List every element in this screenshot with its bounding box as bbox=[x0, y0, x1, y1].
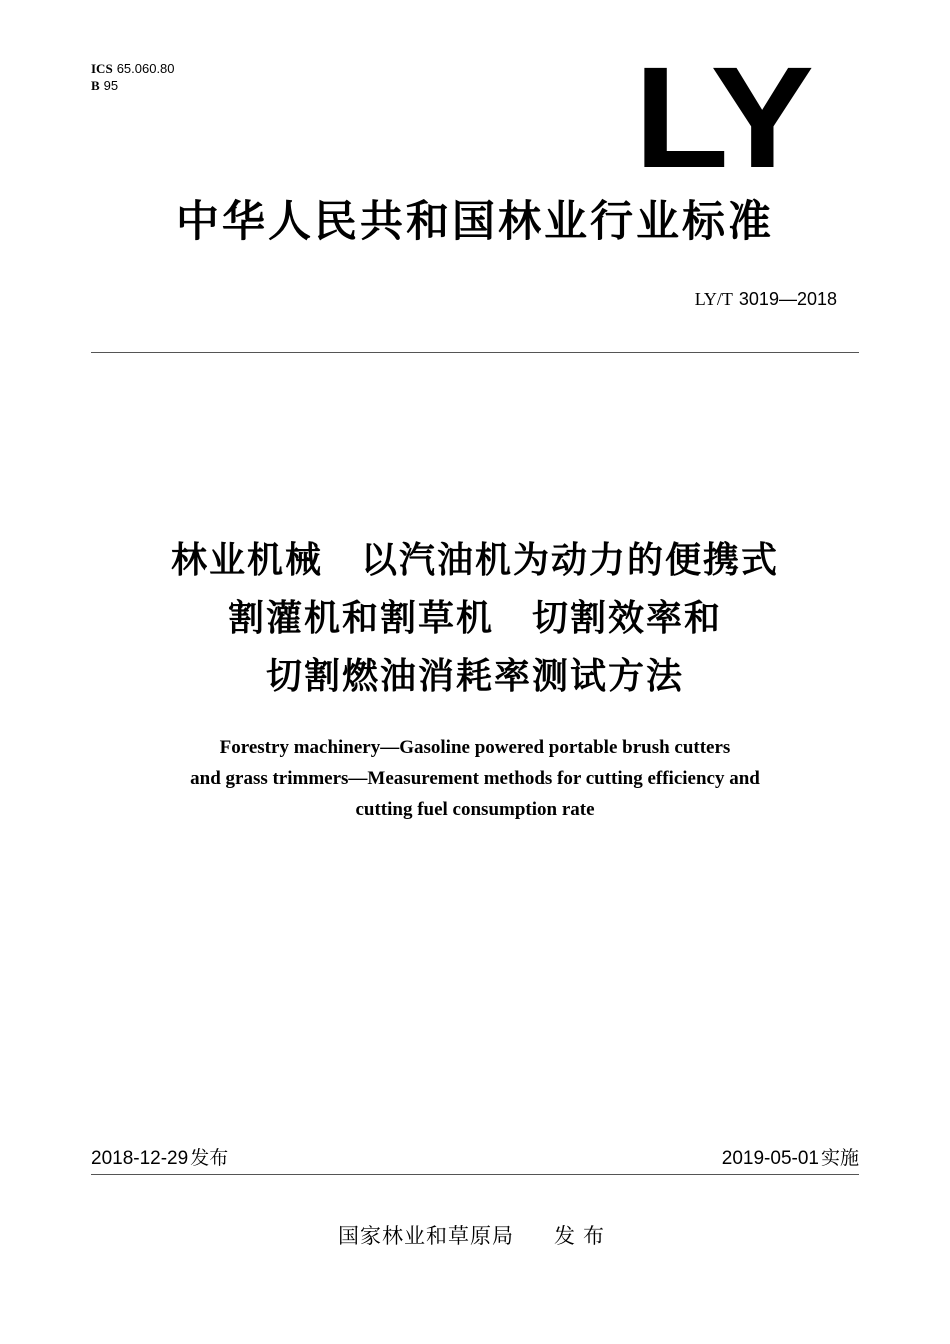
classification-codes bbox=[91, 61, 175, 95]
ccs-label: B bbox=[91, 78, 100, 93]
issue-date bbox=[91, 1145, 228, 1172]
header-divider bbox=[91, 352, 859, 353]
chinese-title-line-1: 林业机械 以汽油机为动力的便携式 bbox=[170, 540, 779, 581]
effective-date-word: 实施 bbox=[820, 1147, 859, 1169]
standard-number-value: 3019—2018 bbox=[738, 289, 837, 309]
chinese-title bbox=[0, 532, 950, 706]
english-title-line-2: and grass trimmers—Measurement methods for cutting efficiency and bbox=[190, 768, 760, 789]
effective-date-value: 2019-05-01 bbox=[721, 1148, 819, 1169]
publisher-action: 发布 bbox=[554, 1224, 612, 1248]
english-title-line-1: Forestry machinery—Gasoline powered portable brush cutters bbox=[219, 737, 731, 758]
effective-date bbox=[722, 1145, 859, 1172]
issue-date-word: 发布 bbox=[190, 1147, 229, 1169]
ly-logo: LY bbox=[634, 37, 810, 198]
chinese-title-line-3: 切割燃油消耗率测试方法 bbox=[265, 656, 684, 697]
ccs-code: 95 bbox=[103, 78, 119, 93]
chinese-title-line-2: 割灌机和割草机 切割效率和 bbox=[227, 598, 722, 639]
ics-label: ICS bbox=[91, 61, 113, 76]
footer-divider bbox=[91, 1174, 859, 1175]
standard-number bbox=[695, 287, 837, 312]
publisher-name: 国家林业和草原局 bbox=[338, 1224, 514, 1248]
standard-category-title: 中华人民共和国林业行业标准 bbox=[176, 197, 774, 247]
ics-code: 65.060.80 bbox=[116, 61, 175, 76]
ccs-line bbox=[91, 78, 175, 95]
ics-line bbox=[91, 61, 175, 78]
english-title bbox=[0, 732, 950, 825]
issue-date-value: 2018-12-29 bbox=[91, 1148, 189, 1169]
standard-number-prefix: LY/T bbox=[694, 289, 733, 309]
publisher bbox=[0, 1222, 950, 1250]
english-title-line-3: cutting fuel consumption rate bbox=[355, 799, 595, 820]
